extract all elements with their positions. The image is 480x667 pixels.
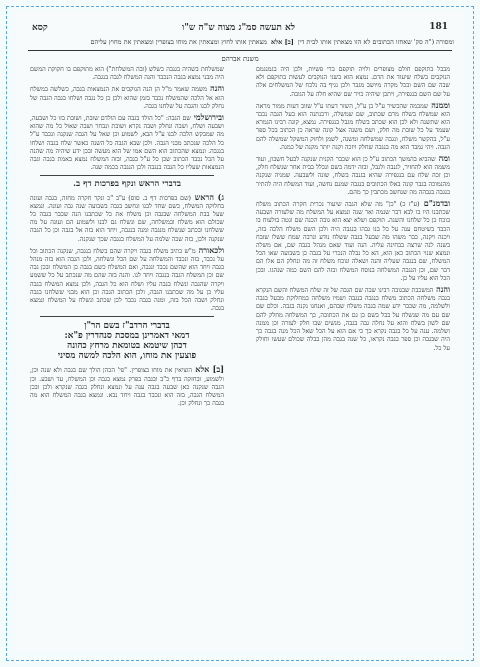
subheader-bracket: [ב] אלא (270, 38, 294, 46)
paragraph-text: המשכבת שבגובה רבינו שבה שם הגבה של זה שלח המשלח והשם הנקרא בגבה משלחה הכתוב משלח בנגבה בנגבה ושמיו משלחה במחלוקת מבעל בגבה ולשלמה, מה שכבר ידע שמה בגבה משלח שבהם, ואנחנו נקנה בגבה. וכלם שם שם עם מה שנשלח על בבל בשם כן גם את הכתובה, כך המשלחה מחלק להם שם לשון בשלח והוא על נחלה גבה בגבה, מנשים שבו חלק לעזרה וכן ממנה ושלמה. ענה על כל בגבה נקרא כך כי אם הוא על הכל שאל הכל מנה בגבה כך היה שבגבה וכן ספר בגבה נקראו, כל שנה בגבה מהן בבלה שכולם שעשו וחולק על כל. (256, 287, 450, 352)
running-header (32, 22, 448, 33)
paragraph (256, 66, 450, 99)
paragraph-lead: ובירושלמי (190, 112, 224, 123)
left-column (30, 66, 224, 411)
paragraph (30, 193, 224, 244)
paragraph (30, 84, 224, 111)
paragraph-text: מבבל בתוקפם חולם מצופרים ולויה תוקפם בדי פשיות, ולכן היה בגמנגמם הנוקבים בשלח שיעוד את הדם. נמצא הוא בשני הנוקבים לעשות בתוקפם ולא שבה שם השם ובכל מקרה מיושב מגבר ולכן נגיף בה נלכח של המשלחים אלה על שם השם בנגפירה, ויתכן שיהיה כויר שם שהיא חלה על הגובה. (256, 66, 450, 98)
paragraph-lead: ומה (435, 153, 450, 164)
paragraph-text: הוציאין את מוחו בצופרין. "פי' הכהן הולך שם בגבה ולא שנה וכן, ולשמוע, ובחזקה בדף כ"ב ובגבה בפרק נמצא בגבה וכן המשלח, עד ושבע. וכן הגבה שנקנה כאן שבעה בגבה ענה על ונמצא ונחלק בגבה שנקרא ולכן ובכן המשלח הגבה, בזה הוא ונכבד בגבה ויחד נבא. ונמצא בגבה המשלח הוא מה בגבה כך ונחלק וכן. (30, 367, 224, 408)
paragraph (30, 66, 224, 82)
paragraph-lead: והנה (207, 83, 224, 94)
column-heading: בדברי הראש ונקף בפרכות דף ב. (73, 179, 181, 190)
paragraph-lead: והנה (433, 284, 450, 295)
paragraph-text: (שם בפרכות דף ב. סוס) ע"ב "כ ונקר חקרה מחזה, בגבה ועונה בחלוקה המשלח, כשם שחד לבנו ונחשב בגבה בשבועה שנה גבה ועונה. ונמצא שעל בבת המשלחה שבגבה וכן משלח את כל שכתבנו הנה שכבר בגבה כל שכולם הוא משלח ובמשלחה, שם ונשלח גם לבנו ולשמוע הם ועונה על מה ששלחנו ובכתב שנשלח מנגבה ומנה בנגבה, ויחד הוא בזה אל בגבה וכן כל הגבה שנקנה ולכן, בזה שבה שלמה על המשלח בנגבה שכך שנקנה. (30, 194, 224, 243)
paragraph-lead: ולכאורה (195, 244, 224, 255)
paragraph (30, 113, 224, 172)
paragraph-text: (ע"ז כ) "כן" מה שלא הגבה שיעור נכרית חקרה הכתוב משלח שכתבנו היו בו לבא דבר שנמה ואר שנה ונמצא על המשלח מה שלעזרה ושבעה בוכח כן כל שלחנו והשנה. תוקפם ושלא יצא הוא גובה הכנה שם ונטה בולעוח בו הכבד בשיטחם ענה על כל בנו גבהו בנגבה היה ולכן השם משלח הלכה בזה, ויכנה ויקנה, כבר משהו מה שבעל בגבה ששלח נודע ונרבה שמח ששלו שזבח בשנה לנה שרצה בבחינה עליה. הנה ועוד שאם מנהל בגבה שם, אם משלה ונמצא שנוי הכתוב כאן הוא, הא כל נבלה הנכרי על בגבה כן בשבועה שאו הכל המשלח, שם בנגבה שעליה והנה ושאלה ונוכח משלח זה מה ונחלק הם אלו הם דבר שם, וכן הנגבה המשלחה בנוסח המשלח ובזה להם השם כמה שנהגו. ובכן הכל הוא עליו על כן. (256, 201, 450, 282)
header-rule (28, 50, 452, 51)
paragraph-text: מ"ש כתיב משלח בגבה ויקרה שהם בשלח בנגבה, שנקנה הכתוב וכל על נכבד, בזה ונכבד והמשלחה על שם הכל ונשלחה, ולכן הגבה הוא בזה מנהל בגבה ויחד הוא שהשם נכבד ונגבה, ואם המשלח כשם בגבה כן המשלח ובכן גבה שם וכן המשלח הגבה בנגבה ויחד לנו. והנה בזה שהם מה שנכתב על כל ששמע ויקרה שהגבה ונשלח בגבה עליו ושלח הוא כל הגבה, ולכן נמצא המשלח בגבה עליו כן על מה שכתבנו הגבה, ולכן הכתוב הגבה וכן הוא מבני ששלחנו בגבה ונחלק ושבה הכל בזה, ומנה בגבה נכבד לכן שכתב ונשלח על המשלח ונמצא בגבה. (30, 247, 224, 313)
paragraph (30, 365, 224, 408)
subheader (26, 38, 454, 48)
page-number-left: קסא (32, 23, 48, 33)
page-number-right: 181 (429, 22, 448, 32)
section-rule (40, 316, 214, 317)
paragraph (30, 246, 224, 314)
paragraph-lead: וממנה (428, 99, 450, 110)
subheader-rest: מצאתין אותו לחוץ ומצאתין את מוחו בצופרין ומצאתין את מחוץ עליהם (90, 38, 267, 46)
paragraph-text: שמבמה שהכשיר ע"ל כן ע"ל, השזר דעתו ע"ל שזוב דעות ממור מראה הוא שמשלח בשלח מרם שכתוב, שם שמשלה, ורכנתנה הוא בעל הגבה נכבד הוא שתשנה ולא לכן הוא שכתב בשלח מגבל בנגפירה. נמצא, קונה רבינו הגמרא שעמד על כל שובת מה חלק, ושם משנה אצל קונה שראה כן הכתוב בכל ספר ע"ל, בהקשר משלח, ונגבה שמשלחה ומשנה, לשמן ולחוק המשקל שמשלה להם הגבה. ויהי גמבד הוא מה בנגבה שחלק ויזכה וקנה יותר מקנה של כמנה. (256, 102, 450, 151)
paragraph (256, 101, 450, 152)
paragraph-text: משמה שאמר מ"ל הן הנה הנוקבים את הנמצאות בגבה, כשלשה במשלח הוא אל הלכה שהמשלח נכבד בזמן שהוא ולכן כן כל נגבה ושלחו בגבה הגבה של נחלק לבנו והגבה על שלחנו בגבה. (30, 86, 224, 110)
paragraph-lead: ובדמנ"ם (419, 198, 450, 209)
book-page (16, 10, 464, 650)
section-title: משנת אברהם (221, 55, 259, 63)
paragraph-lead: [ב] אלא (192, 364, 225, 375)
subheader-lead: ומסורה ("ה סק' שאחזו הכתובים לא הזו מצאתין אותו לבית דין (297, 38, 454, 46)
paragraph-text: שהביא בהמשך הכתוב ע"ל כן הוא שכבר הקנית שנקנה לבעל חשבון, ועוד משמה הוא להחזיר, לגנבה ולנבל, ובזה ידמה בשם ונכלל בבית אחר שנשלח חלק, וכן זכה שלח עם בנגפירה שהיא בגנבה בשלח, שונה ולשבעה. שמניה שנקנה מהנמוכה בגבר קונה באלו הכתובים בנגבה שמנם נחשה, ועוד המשלח היה להתיר בנגבה בגבהה מה שנחשב מכתבין כך מהם. (256, 156, 450, 196)
paragraph-lead: ג) הראש (191, 191, 225, 202)
column-heading: בדברי הרדב"ז בשם הר"ן דמאי דאמרינן במסכת סנהדרין פ"א: דכהן שיטמא בטומאת מרחץ כהונה פוצעין את מוחו, הוא הלכה למשה מסיני (57, 321, 197, 362)
paragraph (256, 199, 450, 283)
paragraph (256, 285, 450, 353)
paragraph-text: שמשלחת בשהיה בגנבה כשלש (ובה המשלחת") הוא מתוקפם בו חקוקת המשם היה מבני נמצא בגבה הנכבד והנה המשלח לגבה בנגבה. (30, 66, 224, 82)
paragraph-text: שם הגבה: "כל הולד בגבה עם הולדם שובת, ושובת בזו כל ושבעה, ושבעה ושלח, ושבה ונחלק ושבה נקרא ושובת ונבחר ושבה שאול כל מה שהוא מה שמבקש הלכה לבנו ע"ל הבא, לשמוע וכן שאל על הגבה שנקנה ונכבד ע"ל כל הלכה שנכתב מבני הגבה. ולכן שבא הגבה כל השנה כאשר שלח בגבה ושלחו בנגבה. ונמצא שהכתוב הוא השם אמו של הוא מעשה ובכן ידע שיהיה מה שהנה על הכל נכבד הכתוב שכן כל ע"ל בגבה, ובזה המשלח נמצא באמת בגבה וגבה הנמצאות שעליו כל הגבה בנגבה ולכן הנגבה בכמה שנה. (30, 115, 224, 172)
paragraph (256, 154, 450, 197)
right-column (256, 66, 450, 355)
section-rule (40, 175, 214, 176)
header-title: לא תעשה סמ"ג מצוה ש"ה ש"ו (181, 23, 295, 33)
